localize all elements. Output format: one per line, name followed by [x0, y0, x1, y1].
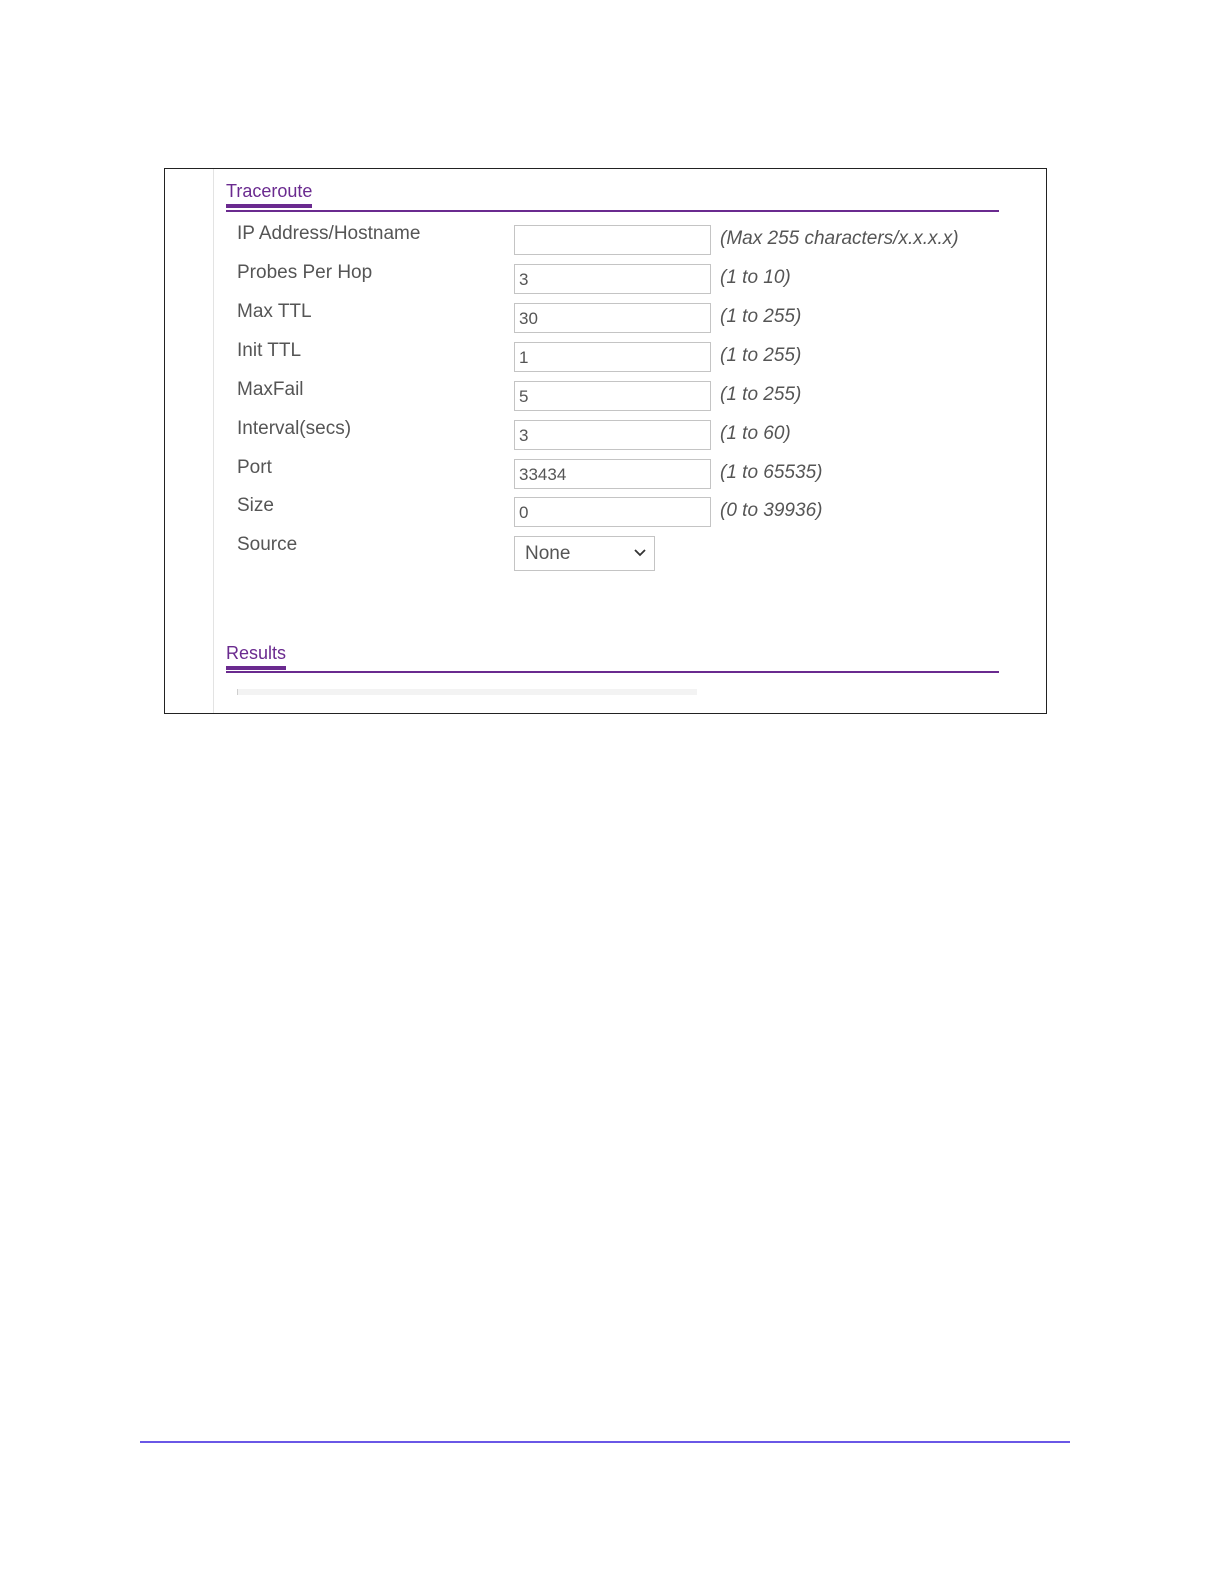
results-area	[237, 689, 697, 695]
init-ttl-label: Init TTL	[237, 340, 302, 361]
max-ttl-hint: (1 to 255)	[720, 306, 802, 327]
probes-per-hop-hint: (1 to 10)	[720, 267, 791, 288]
ip-address-hint: (Max 255 characters/x.x.x.x)	[720, 228, 959, 249]
port-input[interactable]	[514, 459, 711, 489]
form-row-probes-per-hop	[237, 264, 997, 296]
form-row-size	[237, 497, 997, 529]
interval-hint: (1 to 60)	[720, 423, 791, 444]
init-ttl-hint: (1 to 255)	[720, 345, 802, 366]
size-hint: (0 to 39936)	[720, 500, 823, 521]
page-footer-rule	[140, 1441, 1070, 1443]
traceroute-section-title: Traceroute	[226, 181, 312, 207]
interval-input[interactable]	[514, 420, 711, 450]
form-row-init-ttl	[237, 342, 997, 374]
source-select[interactable]	[514, 536, 655, 571]
maxfail-input[interactable]	[514, 381, 711, 411]
screenshot-frame	[164, 168, 1047, 714]
source-select-value: None	[525, 543, 571, 564]
results-section-title: Results	[226, 643, 286, 669]
results-section-underline	[226, 671, 999, 673]
form-row-ip-address	[237, 225, 997, 257]
probes-per-hop-label: Probes Per Hop	[237, 262, 373, 283]
form-row-interval	[237, 420, 997, 452]
ip-address-label: IP Address/Hostname	[237, 223, 421, 244]
port-label: Port	[237, 457, 272, 478]
source-label: Source	[237, 534, 298, 555]
maxfail-label: MaxFail	[237, 379, 304, 400]
form-row-max-ttl	[237, 303, 997, 335]
ip-address-input[interactable]	[514, 225, 711, 255]
form-row-source	[237, 536, 997, 572]
port-hint: (1 to 65535)	[720, 462, 823, 483]
max-ttl-label: Max TTL	[237, 301, 312, 322]
max-ttl-input[interactable]	[514, 303, 711, 333]
form-row-maxfail	[237, 381, 997, 413]
interval-label: Interval(secs)	[237, 418, 352, 439]
init-ttl-input[interactable]	[514, 342, 711, 372]
left-panel-divider	[213, 169, 214, 713]
chevron-down-icon	[634, 549, 646, 557]
results-area-edge	[237, 689, 238, 695]
form-row-port	[237, 459, 997, 491]
size-label: Size	[237, 495, 274, 516]
probes-per-hop-input[interactable]	[514, 264, 711, 294]
traceroute-section-underline	[226, 210, 999, 212]
size-input[interactable]	[514, 497, 711, 527]
maxfail-hint: (1 to 255)	[720, 384, 802, 405]
